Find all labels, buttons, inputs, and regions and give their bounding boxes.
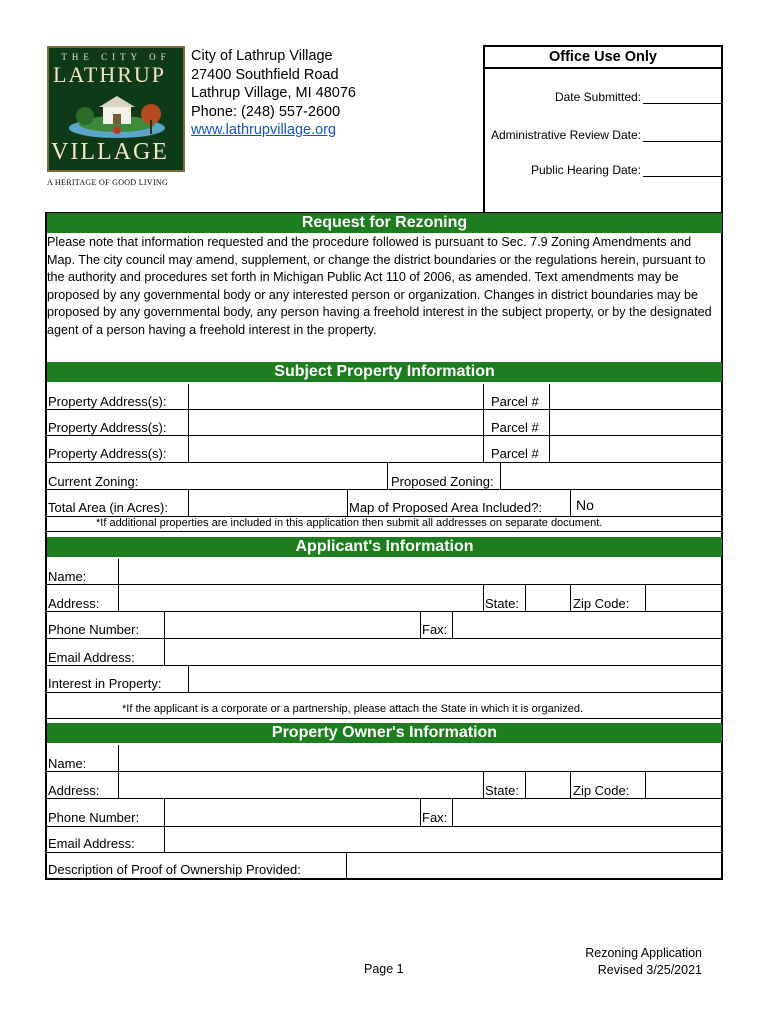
parcel-label-3: Parcel # [491, 446, 539, 461]
applicant-fax-field[interactable] [454, 613, 721, 636]
applicant-address-field[interactable] [120, 586, 481, 609]
page-number: Page 1 [364, 962, 404, 976]
applicant-interest-field[interactable] [190, 667, 721, 690]
city-website-link[interactable]: www.lathrupvillage.org [191, 122, 337, 138]
city-name: City of Lathrup Village [191, 48, 333, 64]
property-address-label-3: Property Address(s): [48, 446, 167, 461]
total-area-field[interactable] [190, 491, 345, 514]
property-address-field-1[interactable] [190, 386, 481, 408]
logo-tagline: A HERITAGE OF GOOD LIVING [47, 178, 169, 187]
owner-address-label: Address: [48, 783, 100, 798]
applicant-zip-label: Zip Code: [573, 596, 630, 611]
parcel-field-3[interactable] [551, 438, 721, 460]
public-hearing-row [531, 162, 721, 177]
parcel-label-2: Parcel # [491, 420, 539, 435]
owner-name-field[interactable] [120, 747, 721, 770]
logo-house-icon [67, 94, 167, 138]
parcel-field-1[interactable] [551, 386, 721, 408]
owner-fax-label: Fax: [422, 810, 448, 825]
proposed-zoning-label: Proposed Zoning: [391, 474, 494, 489]
owner-proof-field[interactable] [348, 854, 721, 877]
applicant-state-label: State: [485, 596, 519, 611]
applicant-section-title: Applicant's Information [47, 537, 722, 557]
applicant-address-label: Address: [48, 596, 100, 611]
date-submitted-label: Date Submitted: [554, 90, 641, 104]
total-area-label: Total Area (in Acres): [48, 500, 168, 515]
applicant-interest-label: Interest in Property: [48, 676, 162, 691]
owner-proof-label: Description of Proof of Ownership Provided: [48, 862, 301, 877]
map-included-label: Map of Proposed Area Included?: [349, 500, 542, 515]
city-street: 27400 Southfield Road [191, 66, 339, 83]
date-submitted-row [555, 89, 721, 104]
property-address-field-2[interactable] [190, 412, 481, 434]
applicant-fax-label: Fax: [422, 622, 448, 637]
office-use-title: Office Use Only [485, 47, 721, 69]
applicant-name-label: Name: [48, 569, 87, 584]
owner-section-title: Property Owner's Information [47, 723, 722, 743]
footer-revised: Revised 3/25/2021 [597, 963, 702, 977]
date-submitted-field[interactable] [643, 89, 721, 104]
city-address-block [191, 47, 356, 140]
owner-phone-field[interactable] [166, 800, 418, 824]
owner-phone-label: Phone Number: [48, 810, 140, 825]
owner-state-field[interactable] [527, 773, 568, 796]
applicant-phone-label: Phone Number: [48, 622, 140, 637]
city-logo [47, 46, 185, 172]
proposed-zoning-field[interactable] [502, 464, 721, 487]
applicant-state-field[interactable] [527, 586, 568, 609]
city-phone: Phone: (248) 557-2600 [191, 103, 341, 120]
property-address-field-3[interactable] [190, 438, 481, 460]
city-citystate: Lathrup Village, MI 48076 [191, 85, 356, 101]
public-hearing-field[interactable] [643, 162, 721, 177]
office-use-box [483, 45, 723, 213]
footer-doc-name: Rezoning Application [585, 946, 702, 960]
request-title: Request for Rezoning [47, 213, 722, 233]
applicant-name-field[interactable] [120, 561, 721, 583]
owner-zip-field[interactable] [647, 773, 721, 796]
admin-review-label: Administrative Review Date: [490, 128, 641, 142]
owner-name-label: Name: [48, 756, 87, 771]
owner-email-field[interactable] [166, 828, 721, 850]
subject-note: *If additional properties are included in this application then submit all addresses on separate document. [96, 517, 603, 529]
owner-email-label: Email Address: [48, 836, 135, 851]
logo-line2: LATHRUP [53, 62, 167, 87]
intro-paragraph: Please note that information requested and the procedure followed is pursuant to Sec. 7.9 Zoning Amendments and Map. The city council may amend, supplement, or change the district boundaries or the regulations herein, pursuant to the authority and procedures set forth in Michigan Public Act 110 of 2006, as amended. Text amendments may be proposed by any governmental body or any interested person or organization. Changes in district boundaries may be proposed by any governmental body, any person having a freehold interest in the subject property, or by the designated agent of a person having a freehold interest in the property. [47, 235, 712, 337]
parcel-label-1: Parcel # [491, 394, 539, 409]
current-zoning-field[interactable] [150, 464, 385, 487]
owner-fax-field[interactable] [454, 800, 721, 824]
admin-review-row [491, 127, 721, 142]
property-address-label-1: Property Address(s): [48, 394, 167, 409]
map-included-select[interactable]: No [576, 497, 594, 513]
applicant-email-field[interactable] [166, 640, 721, 663]
property-address-label-2: Property Address(s): [48, 420, 167, 435]
applicant-phone-field[interactable] [166, 613, 418, 636]
current-zoning-label: Current Zoning: [48, 474, 139, 489]
logo-line1: THE CITY OF [61, 52, 171, 62]
public-hearing-label: Public Hearing Date: [530, 163, 641, 177]
parcel-field-2[interactable] [551, 412, 721, 434]
admin-review-field[interactable] [643, 127, 721, 142]
owner-address-field[interactable] [120, 773, 481, 796]
logo-line3: VILLAGE [51, 139, 169, 165]
applicant-note: *If the applicant is a corporate or a partnership, please attach the State in which it is organized. [122, 703, 584, 715]
owner-state-label: State: [485, 783, 519, 798]
owner-zip-label: Zip Code: [573, 783, 630, 798]
applicant-zip-field[interactable] [647, 586, 721, 609]
applicant-email-label: Email Address: [48, 650, 135, 665]
subject-section-title: Subject Property Information [47, 362, 722, 382]
